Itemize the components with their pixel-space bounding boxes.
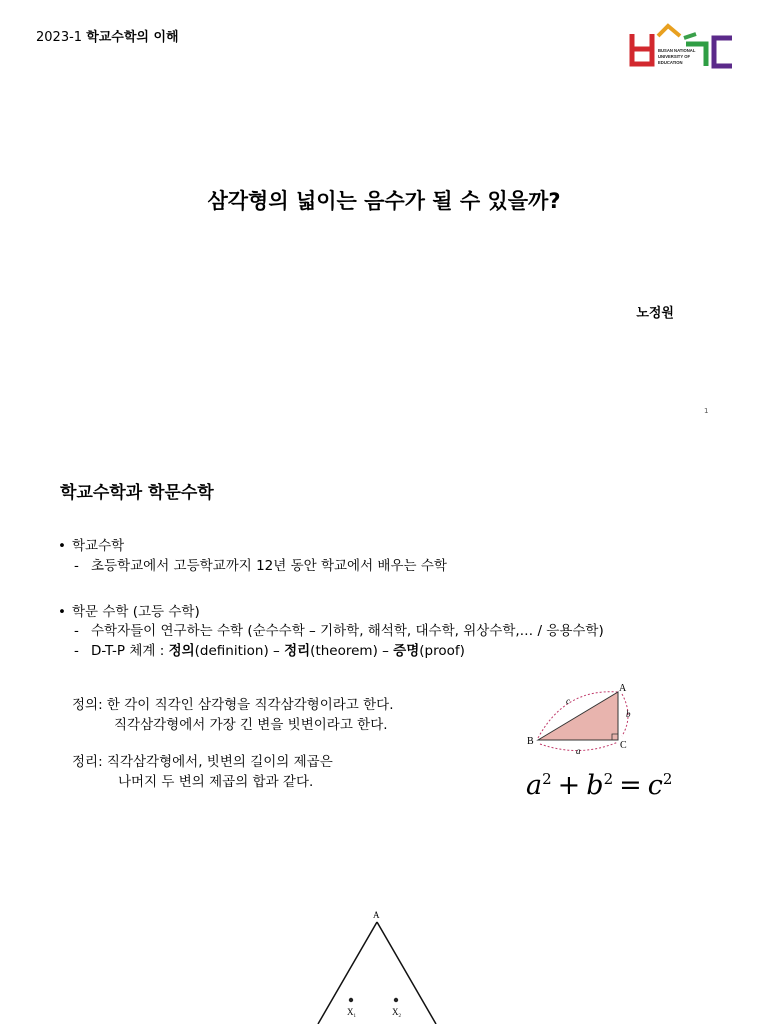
course-label (36, 26, 179, 45)
formula-c: c (647, 770, 663, 801)
theorem-line-1: 정리: 직각삼각형에서, 빗변의 길이의 제곱은 (72, 754, 333, 770)
sub-text: 초등학교에서 고등학교까지 12년 동안 학교에서 배우는 수학 (91, 558, 447, 574)
logo-text-line2: UNIVERSITY OF (658, 54, 691, 59)
sub-item: - 초등학교에서 고등학교까지 12년 동안 학교에서 배우는 수학 (74, 558, 447, 574)
definition-line-1: 정의: 한 각이 직각인 삼각형을 직각삼각형이라고 한다. (72, 697, 394, 713)
term-theorem: 정리 (284, 643, 311, 659)
content-slide (0, 430, 768, 900)
formula-exp-a: 2 (542, 770, 552, 788)
triangle-points-slide (0, 900, 768, 1024)
point-x2 (394, 998, 398, 1002)
label-A: A (619, 683, 627, 694)
formula-equals: = (619, 770, 642, 801)
logo-text-line3: EDUCATION (658, 60, 683, 65)
formula-plus: + (557, 770, 581, 801)
sub-text: 수학자들이 연구하는 수학 (순수수학 – 기하학, 해석학, 대수학, 위상수학,… / 응용수학) (91, 623, 604, 639)
sub-item: - 수학자들이 연구하는 수학 (순수수학 – 기하학, 해석학, 대수학, 위상수학,… / 응용수학) (74, 623, 604, 639)
vertex-A-label: A (373, 910, 380, 920)
term-proof: 증명 (393, 643, 420, 659)
label-b: b (626, 709, 631, 719)
term-theorem-en: (theorem) – (310, 643, 394, 659)
slide-title: 삼각형의 넓이는 음수가 될 수 있을까? (207, 189, 561, 213)
label-C: C (620, 740, 627, 751)
section-title: 학교수학과 학문수학 (60, 483, 214, 503)
formula-b: b (586, 770, 604, 801)
author-name: 노정원 (636, 306, 674, 321)
pythagorean-formula (526, 770, 672, 801)
bullet-text: 학문 수학 (고등 수학) (72, 604, 200, 620)
course-year: 2023-1 (36, 30, 83, 45)
title-slide (0, 0, 768, 430)
label-c: c (566, 696, 570, 706)
university-logo (628, 20, 736, 72)
point-x1-label: $X_1$ (347, 1007, 356, 1019)
bullet-school-math: • 학교수학 (58, 538, 125, 554)
bullet-text: 학교수학 (72, 538, 125, 554)
point-x1 (349, 998, 353, 1002)
formula-a: a (526, 770, 543, 801)
logo-text-line1: BUSAN NATIONAL (658, 48, 696, 53)
page-number: 1 (704, 407, 709, 415)
formula-exp-b: 2 (603, 770, 614, 788)
right-triangle-figure (520, 682, 648, 754)
term-proof-en: (proof) (419, 643, 465, 659)
formula-exp-c: 2 (662, 770, 673, 788)
triangle-with-points-figure (300, 900, 460, 1024)
triangle-right-side (377, 922, 436, 1024)
term-definition-en: (definition) – (194, 643, 285, 659)
theorem-block (72, 752, 333, 792)
point-x2-label: $X_2$ (392, 1007, 401, 1019)
definition-line-2: 직각삼각형에서 가장 긴 변을 빗변이라고 한다. (114, 717, 388, 733)
definition-block (72, 695, 394, 735)
label-a: a (576, 746, 581, 754)
label-B: B (527, 736, 534, 747)
bullet-academic-math: • 학문 수학 (고등 수학) (58, 604, 200, 620)
course-name: 학교수학의 이해 (86, 30, 179, 45)
triangle-shape (538, 692, 618, 740)
theorem-line-2: 나머지 두 변의 제곱의 합과 같다. (118, 774, 314, 790)
sub-item-dtp: - D-T-P 체계 : 정의(definition) – 정리(theorem) – 증명(proof) (74, 643, 465, 659)
dtp-prefix: D-T-P 체계 : (91, 643, 169, 659)
term-definition: 정의 (168, 643, 195, 659)
